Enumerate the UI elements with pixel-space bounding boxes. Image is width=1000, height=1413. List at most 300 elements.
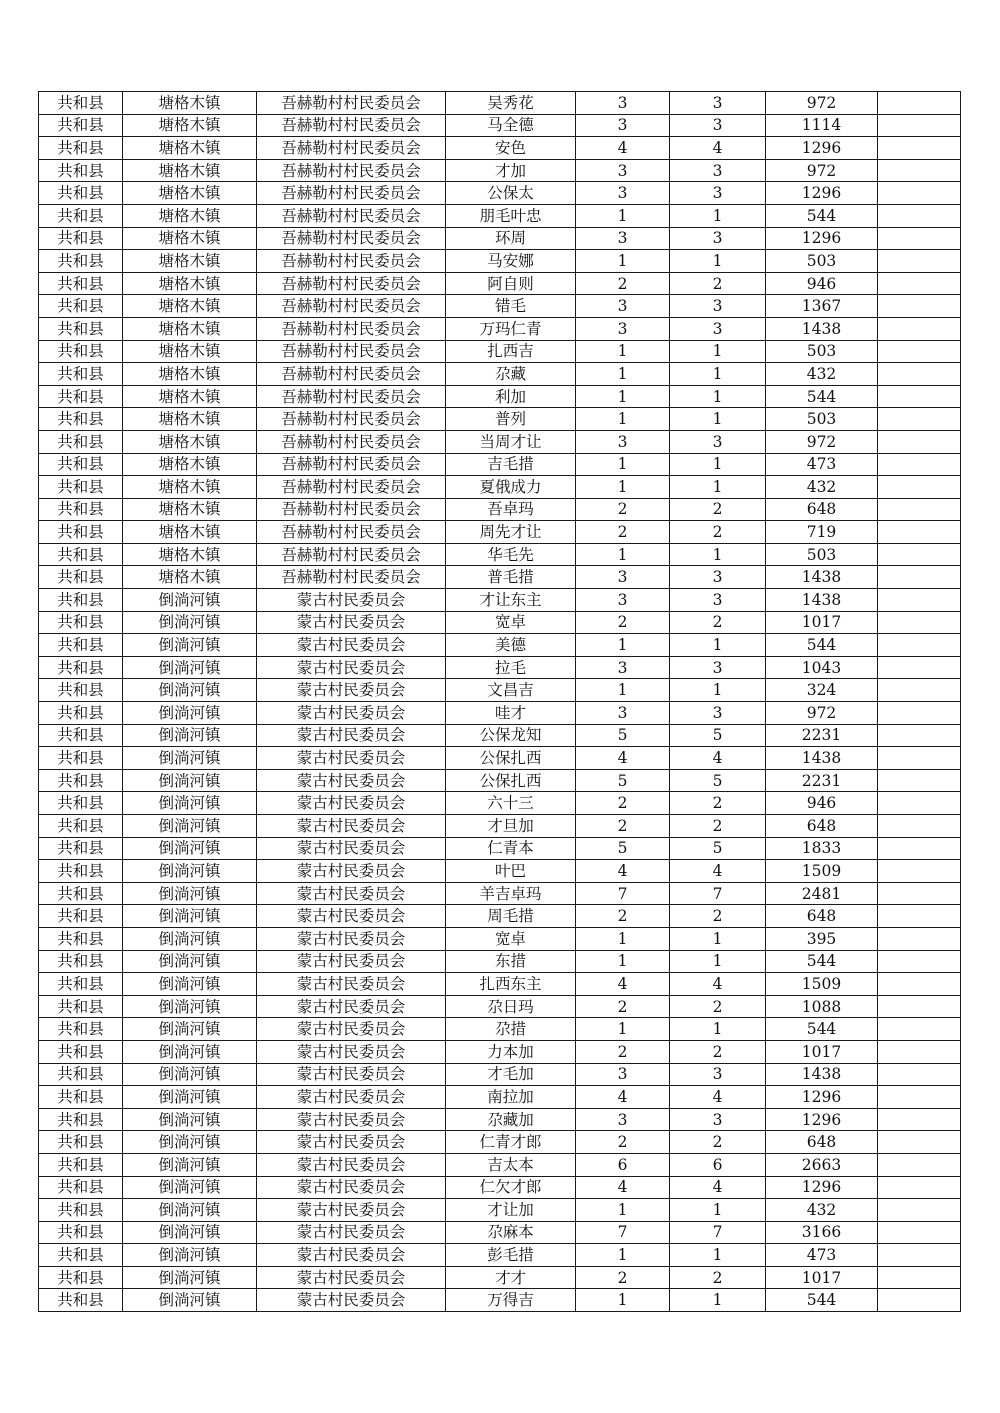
village-committee-cell: 吾赫勒村村民委员会	[257, 476, 446, 499]
county-cell: 共和县	[39, 1244, 123, 1267]
table-row	[39, 295, 961, 318]
table-row	[39, 1176, 961, 1199]
person-count-cell: 3	[670, 227, 766, 250]
person-count-cell: 3	[670, 114, 766, 137]
note-cell	[878, 973, 961, 996]
village-committee-cell: 蒙古村民委员会	[257, 589, 446, 612]
county-cell: 共和县	[39, 1018, 123, 1041]
person-count-cell: 4	[670, 747, 766, 770]
amount-cell: 473	[766, 453, 878, 476]
town-cell: 塘格木镇	[123, 453, 257, 476]
name-cell: 力本加	[446, 1040, 576, 1063]
table-row	[39, 453, 961, 476]
household-count-cell: 2	[576, 611, 670, 634]
county-cell: 共和县	[39, 227, 123, 250]
household-count-cell: 4	[576, 1086, 670, 1109]
village-committee-cell: 蒙古村民委员会	[257, 679, 446, 702]
village-committee-cell: 吾赫勒村村民委员会	[257, 566, 446, 589]
village-committee-cell: 蒙古村民委员会	[257, 1063, 446, 1086]
county-cell: 共和县	[39, 114, 123, 137]
village-committee-cell: 蒙古村民委员会	[257, 927, 446, 950]
village-committee-cell: 蒙古村民委员会	[257, 973, 446, 996]
county-cell: 共和县	[39, 792, 123, 815]
county-cell: 共和县	[39, 1199, 123, 1222]
village-committee-cell: 蒙古村民委员会	[257, 1153, 446, 1176]
person-count-cell: 3	[670, 317, 766, 340]
person-count-cell: 1	[670, 363, 766, 386]
county-cell: 共和县	[39, 272, 123, 295]
village-committee-cell: 蒙古村民委员会	[257, 1131, 446, 1154]
town-cell: 塘格木镇	[123, 543, 257, 566]
household-count-cell: 3	[576, 159, 670, 182]
table-row	[39, 498, 961, 521]
name-cell: 万得吉	[446, 1289, 576, 1312]
amount-cell: 473	[766, 1244, 878, 1267]
town-cell: 塘格木镇	[123, 250, 257, 273]
county-cell: 共和县	[39, 1131, 123, 1154]
table-row	[39, 792, 961, 815]
table-row	[39, 724, 961, 747]
town-cell: 塘格木镇	[123, 340, 257, 363]
name-cell: 叶巴	[446, 860, 576, 883]
person-count-cell: 1	[670, 453, 766, 476]
table-body	[39, 92, 961, 1312]
note-cell	[878, 430, 961, 453]
person-count-cell: 3	[670, 656, 766, 679]
name-cell: 扎西东主	[446, 973, 576, 996]
amount-cell: 544	[766, 385, 878, 408]
town-cell: 塘格木镇	[123, 272, 257, 295]
table-row	[39, 430, 961, 453]
person-count-cell: 2	[670, 611, 766, 634]
person-count-cell: 1	[670, 1244, 766, 1267]
county-cell: 共和县	[39, 498, 123, 521]
town-cell: 倒淌河镇	[123, 1040, 257, 1063]
town-cell: 倒淌河镇	[123, 1108, 257, 1131]
town-cell: 倒淌河镇	[123, 882, 257, 905]
person-count-cell: 2	[670, 905, 766, 928]
town-cell: 倒淌河镇	[123, 837, 257, 860]
person-count-cell: 1	[670, 385, 766, 408]
county-cell: 共和县	[39, 543, 123, 566]
amount-cell: 1017	[766, 1266, 878, 1289]
household-count-cell: 1	[576, 1244, 670, 1267]
town-cell: 塘格木镇	[123, 363, 257, 386]
village-committee-cell: 蒙古村民委员会	[257, 882, 446, 905]
person-count-cell: 1	[670, 543, 766, 566]
household-count-cell: 1	[576, 476, 670, 499]
note-cell	[878, 611, 961, 634]
county-cell: 共和县	[39, 566, 123, 589]
name-cell: 马全德	[446, 114, 576, 137]
note-cell	[878, 1221, 961, 1244]
household-count-cell: 1	[576, 204, 670, 227]
note-cell	[878, 543, 961, 566]
town-cell: 塘格木镇	[123, 114, 257, 137]
amount-cell: 1833	[766, 837, 878, 860]
village-committee-cell: 吾赫勒村村民委员会	[257, 543, 446, 566]
amount-cell: 544	[766, 634, 878, 657]
note-cell	[878, 679, 961, 702]
amount-cell: 719	[766, 521, 878, 544]
county-cell: 共和县	[39, 769, 123, 792]
town-cell: 塘格木镇	[123, 521, 257, 544]
table-row	[39, 634, 961, 657]
person-count-cell: 1	[670, 634, 766, 657]
county-cell: 共和县	[39, 385, 123, 408]
town-cell: 倒淌河镇	[123, 656, 257, 679]
note-cell	[878, 1063, 961, 1086]
table-row	[39, 92, 961, 115]
amount-cell: 972	[766, 159, 878, 182]
note-cell	[878, 227, 961, 250]
county-cell: 共和县	[39, 656, 123, 679]
person-count-cell: 4	[670, 860, 766, 883]
town-cell: 塘格木镇	[123, 317, 257, 340]
person-count-cell: 2	[670, 498, 766, 521]
name-cell: 美德	[446, 634, 576, 657]
table-row	[39, 1063, 961, 1086]
table-row	[39, 1153, 961, 1176]
name-cell: 朋毛叶忠	[446, 204, 576, 227]
town-cell: 倒淌河镇	[123, 860, 257, 883]
name-cell: 东措	[446, 950, 576, 973]
name-cell: 周毛措	[446, 905, 576, 928]
table-row	[39, 317, 961, 340]
amount-cell: 324	[766, 679, 878, 702]
household-count-cell: 1	[576, 950, 670, 973]
county-cell: 共和县	[39, 521, 123, 544]
amount-cell: 3166	[766, 1221, 878, 1244]
name-cell: 六十三	[446, 792, 576, 815]
village-committee-cell: 蒙古村民委员会	[257, 837, 446, 860]
town-cell: 塘格木镇	[123, 498, 257, 521]
town-cell: 倒淌河镇	[123, 679, 257, 702]
table-row	[39, 769, 961, 792]
note-cell	[878, 882, 961, 905]
household-count-cell: 3	[576, 656, 670, 679]
amount-cell: 1438	[766, 747, 878, 770]
village-committee-cell: 吾赫勒村村民委员会	[257, 159, 446, 182]
household-count-cell: 4	[576, 137, 670, 160]
person-count-cell: 3	[670, 182, 766, 205]
village-committee-cell: 蒙古村民委员会	[257, 769, 446, 792]
county-cell: 共和县	[39, 1176, 123, 1199]
household-count-cell: 1	[576, 363, 670, 386]
table-row	[39, 905, 961, 928]
amount-cell: 1296	[766, 137, 878, 160]
household-count-cell: 6	[576, 1153, 670, 1176]
name-cell: 拉毛	[446, 656, 576, 679]
household-count-cell: 3	[576, 295, 670, 318]
amount-cell: 432	[766, 476, 878, 499]
name-cell: 公保太	[446, 182, 576, 205]
person-count-cell: 3	[670, 295, 766, 318]
county-cell: 共和县	[39, 430, 123, 453]
note-cell	[878, 1176, 961, 1199]
person-count-cell: 4	[670, 973, 766, 996]
amount-cell: 1043	[766, 656, 878, 679]
village-committee-cell: 吾赫勒村村民委员会	[257, 272, 446, 295]
amount-cell: 648	[766, 905, 878, 928]
household-count-cell: 5	[576, 769, 670, 792]
town-cell: 倒淌河镇	[123, 1153, 257, 1176]
note-cell	[878, 1153, 961, 1176]
town-cell: 倒淌河镇	[123, 1086, 257, 1109]
note-cell	[878, 1108, 961, 1131]
note-cell	[878, 702, 961, 725]
amount-cell: 432	[766, 363, 878, 386]
table-row	[39, 1289, 961, 1312]
town-cell: 倒淌河镇	[123, 702, 257, 725]
table-row	[39, 159, 961, 182]
note-cell	[878, 860, 961, 883]
person-count-cell: 1	[670, 408, 766, 431]
town-cell: 倒淌河镇	[123, 927, 257, 950]
household-count-cell: 4	[576, 973, 670, 996]
note-cell	[878, 1131, 961, 1154]
note-cell	[878, 792, 961, 815]
name-cell: 仁欠才郎	[446, 1176, 576, 1199]
person-count-cell: 1	[670, 204, 766, 227]
village-committee-cell: 吾赫勒村村民委员会	[257, 250, 446, 273]
amount-cell: 648	[766, 1131, 878, 1154]
name-cell: 吾卓玛	[446, 498, 576, 521]
name-cell: 才让东主	[446, 589, 576, 612]
town-cell: 塘格木镇	[123, 137, 257, 160]
village-committee-cell: 蒙古村民委员会	[257, 792, 446, 815]
village-committee-cell: 吾赫勒村村民委员会	[257, 204, 446, 227]
village-committee-cell: 吾赫勒村村民委员会	[257, 340, 446, 363]
household-count-cell: 2	[576, 1040, 670, 1063]
note-cell	[878, 589, 961, 612]
person-count-cell: 4	[670, 1176, 766, 1199]
person-count-cell: 3	[670, 702, 766, 725]
note-cell	[878, 747, 961, 770]
village-committee-cell: 蒙古村民委员会	[257, 1086, 446, 1109]
amount-cell: 972	[766, 92, 878, 115]
note-cell	[878, 656, 961, 679]
county-cell: 共和县	[39, 182, 123, 205]
town-cell: 倒淌河镇	[123, 611, 257, 634]
person-count-cell: 2	[670, 1266, 766, 1289]
note-cell	[878, 408, 961, 431]
amount-cell: 1438	[766, 1063, 878, 1086]
village-committee-cell: 蒙古村民委员会	[257, 1244, 446, 1267]
note-cell	[878, 1040, 961, 1063]
table-row	[39, 747, 961, 770]
person-count-cell: 5	[670, 769, 766, 792]
town-cell: 塘格木镇	[123, 385, 257, 408]
note-cell	[878, 521, 961, 544]
person-count-cell: 2	[670, 521, 766, 544]
person-count-cell: 5	[670, 724, 766, 747]
table-row	[39, 1018, 961, 1041]
person-count-cell: 7	[670, 882, 766, 905]
town-cell: 倒淌河镇	[123, 1018, 257, 1041]
county-cell: 共和县	[39, 159, 123, 182]
village-committee-cell: 蒙古村民委员会	[257, 950, 446, 973]
person-count-cell: 2	[670, 995, 766, 1018]
village-committee-cell: 吾赫勒村村民委员会	[257, 295, 446, 318]
village-committee-cell: 吾赫勒村村民委员会	[257, 521, 446, 544]
town-cell: 塘格木镇	[123, 92, 257, 115]
person-count-cell: 2	[670, 1131, 766, 1154]
county-cell: 共和县	[39, 250, 123, 273]
person-count-cell: 1	[670, 950, 766, 973]
household-count-cell: 5	[576, 724, 670, 747]
table-row	[39, 702, 961, 725]
household-count-cell: 1	[576, 634, 670, 657]
amount-cell: 972	[766, 702, 878, 725]
village-committee-cell: 吾赫勒村村民委员会	[257, 182, 446, 205]
town-cell: 倒淌河镇	[123, 1131, 257, 1154]
person-count-cell: 1	[670, 250, 766, 273]
amount-cell: 648	[766, 498, 878, 521]
household-count-cell: 2	[576, 815, 670, 838]
household-count-cell: 3	[576, 702, 670, 725]
amount-cell: 1296	[766, 182, 878, 205]
table-row	[39, 995, 961, 1018]
name-cell: 哇才	[446, 702, 576, 725]
village-committee-cell: 吾赫勒村村民委员会	[257, 92, 446, 115]
person-count-cell: 2	[670, 792, 766, 815]
table-row	[39, 182, 961, 205]
note-cell	[878, 385, 961, 408]
table-row	[39, 408, 961, 431]
amount-cell: 544	[766, 1018, 878, 1041]
town-cell: 塘格木镇	[123, 295, 257, 318]
name-cell: 利加	[446, 385, 576, 408]
note-cell	[878, 340, 961, 363]
note-cell	[878, 1244, 961, 1267]
amount-cell: 503	[766, 250, 878, 273]
household-count-cell: 1	[576, 543, 670, 566]
household-count-cell: 2	[576, 498, 670, 521]
table-row	[39, 272, 961, 295]
person-count-cell: 1	[670, 1289, 766, 1312]
town-cell: 倒淌河镇	[123, 1176, 257, 1199]
household-count-cell: 3	[576, 566, 670, 589]
name-cell: 尕藏	[446, 363, 576, 386]
name-cell: 安色	[446, 137, 576, 160]
name-cell: 公保扎西	[446, 769, 576, 792]
note-cell	[878, 453, 961, 476]
village-committee-cell: 蒙古村民委员会	[257, 1289, 446, 1312]
household-count-cell: 1	[576, 453, 670, 476]
name-cell: 羊吉卓玛	[446, 882, 576, 905]
table-row	[39, 656, 961, 679]
amount-cell: 1438	[766, 317, 878, 340]
town-cell: 塘格木镇	[123, 566, 257, 589]
person-count-cell: 3	[670, 566, 766, 589]
household-count-cell: 3	[576, 317, 670, 340]
person-count-cell: 5	[670, 837, 766, 860]
name-cell: 才让加	[446, 1199, 576, 1222]
village-committee-cell: 吾赫勒村村民委员会	[257, 137, 446, 160]
amount-cell: 1509	[766, 973, 878, 996]
note-cell	[878, 114, 961, 137]
household-count-cell: 4	[576, 860, 670, 883]
town-cell: 塘格木镇	[123, 227, 257, 250]
table-row	[39, 1108, 961, 1131]
note-cell	[878, 995, 961, 1018]
household-count-cell: 3	[576, 1108, 670, 1131]
county-cell: 共和县	[39, 702, 123, 725]
village-committee-cell: 吾赫勒村村民委员会	[257, 408, 446, 431]
name-cell: 文昌吉	[446, 679, 576, 702]
town-cell: 塘格木镇	[123, 204, 257, 227]
county-cell: 共和县	[39, 724, 123, 747]
household-count-cell: 7	[576, 882, 670, 905]
amount-cell: 1296	[766, 1086, 878, 1109]
amount-cell: 2231	[766, 769, 878, 792]
village-committee-cell: 蒙古村民委员会	[257, 702, 446, 725]
county-cell: 共和县	[39, 1040, 123, 1063]
table-row	[39, 837, 961, 860]
village-committee-cell: 蒙古村民委员会	[257, 1199, 446, 1222]
household-count-cell: 2	[576, 792, 670, 815]
note-cell	[878, 498, 961, 521]
table-row	[39, 882, 961, 905]
amount-cell: 544	[766, 204, 878, 227]
table-row	[39, 679, 961, 702]
county-cell: 共和县	[39, 950, 123, 973]
household-count-cell: 2	[576, 521, 670, 544]
household-count-cell: 2	[576, 272, 670, 295]
table-row	[39, 340, 961, 363]
household-count-cell: 3	[576, 92, 670, 115]
table-row	[39, 1199, 961, 1222]
village-committee-cell: 吾赫勒村村民委员会	[257, 363, 446, 386]
county-cell: 共和县	[39, 1086, 123, 1109]
name-cell: 尕藏加	[446, 1108, 576, 1131]
amount-cell: 1438	[766, 589, 878, 612]
county-cell: 共和县	[39, 882, 123, 905]
amount-cell: 1017	[766, 1040, 878, 1063]
person-count-cell: 1	[670, 1199, 766, 1222]
county-cell: 共和县	[39, 634, 123, 657]
note-cell	[878, 250, 961, 273]
county-cell: 共和县	[39, 1221, 123, 1244]
name-cell: 普列	[446, 408, 576, 431]
town-cell: 倒淌河镇	[123, 1266, 257, 1289]
amount-cell: 1509	[766, 860, 878, 883]
town-cell: 倒淌河镇	[123, 1063, 257, 1086]
name-cell: 当周才让	[446, 430, 576, 453]
person-count-cell: 2	[670, 272, 766, 295]
person-count-cell: 1	[670, 476, 766, 499]
amount-cell: 1296	[766, 1108, 878, 1131]
household-count-cell: 2	[576, 1266, 670, 1289]
table-row	[39, 521, 961, 544]
name-cell: 才旦加	[446, 815, 576, 838]
village-committee-cell: 吾赫勒村村民委员会	[257, 385, 446, 408]
amount-cell: 1114	[766, 114, 878, 137]
name-cell: 才才	[446, 1266, 576, 1289]
table-row	[39, 927, 961, 950]
county-cell: 共和县	[39, 611, 123, 634]
county-cell: 共和县	[39, 589, 123, 612]
county-cell: 共和县	[39, 1289, 123, 1312]
note-cell	[878, 295, 961, 318]
note-cell	[878, 363, 961, 386]
name-cell: 尕日玛	[446, 995, 576, 1018]
name-cell: 吉太本	[446, 1153, 576, 1176]
person-count-cell: 7	[670, 1221, 766, 1244]
county-cell: 共和县	[39, 137, 123, 160]
name-cell: 宽卓	[446, 927, 576, 950]
